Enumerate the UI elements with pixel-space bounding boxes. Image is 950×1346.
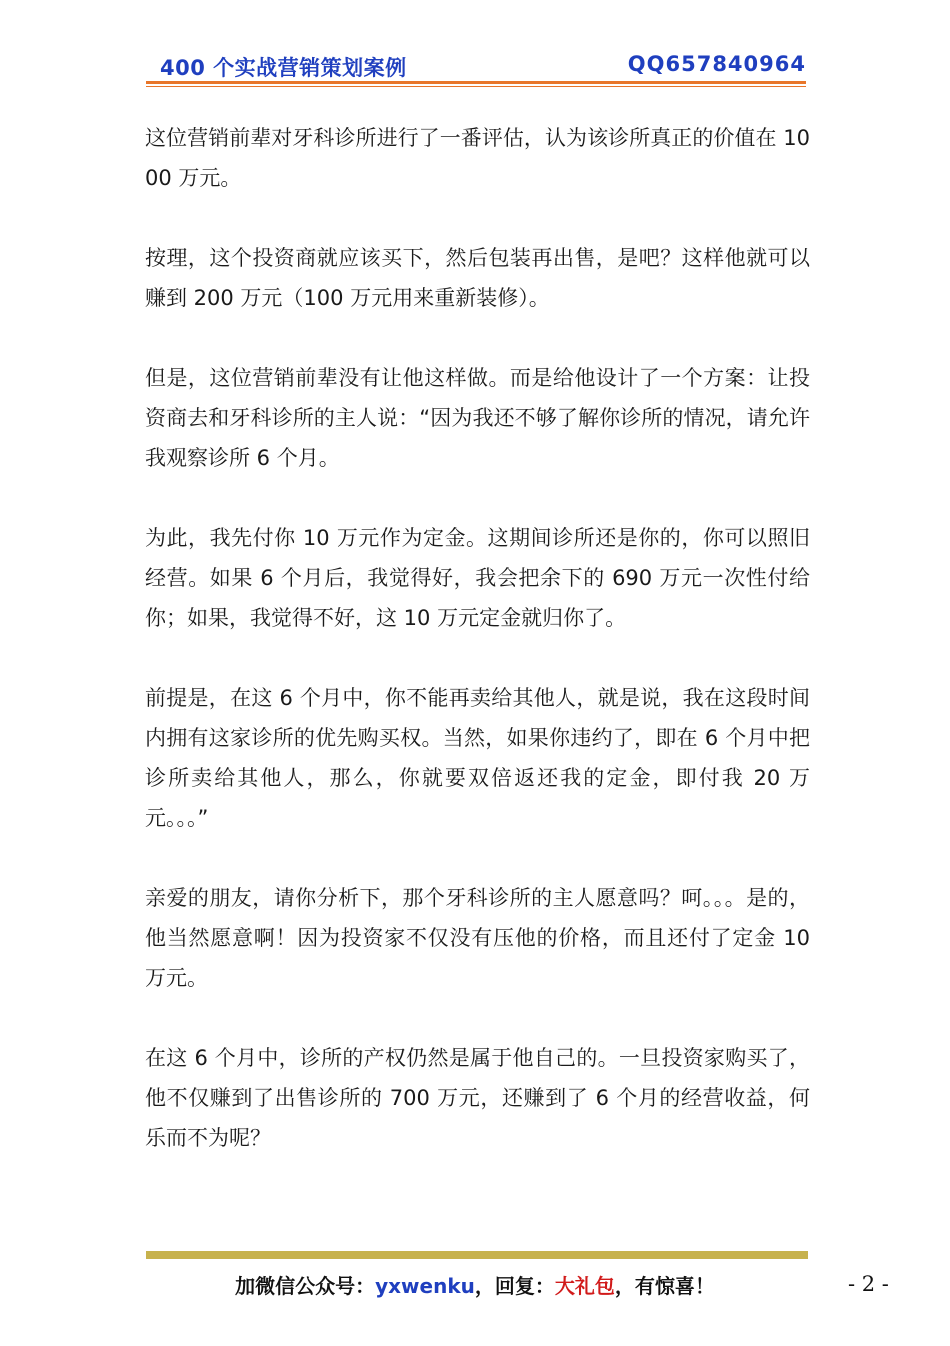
paragraph: 亲爱的朋友，请你分析下，那个牙科诊所的主人愿意吗？呵。。。是的，他当然愿意啊！因为投资家不仅没有压他的价格，而且还付了定金 10 万元。 xyxy=(145,886,810,990)
paragraph: 按理，这个投资商就应该买下，然后包装再出售，是吧？这样他就可以赚到 200 万元（100 万元用来重新装修）。 xyxy=(145,246,810,310)
paragraph: 在这 6 个月中，诊所的产权仍然是属于他自己的。一旦投资家购买了，他不仅赚到了出售诊所的 700 万元，还赚到了 6 个月的经营收益，何乐而不为呢？ xyxy=(145,1046,810,1150)
footer-keyword: 大礼包 xyxy=(554,1274,615,1298)
header-rule xyxy=(146,81,806,84)
footer-account: yxwenku xyxy=(375,1274,475,1298)
header-title: 400 个实战营销策划案例 xyxy=(160,56,407,80)
page-header xyxy=(146,50,806,80)
footer-suffix: ，有惊喜！ xyxy=(614,1274,715,1298)
paragraph: 这位营销前辈对牙科诊所进行了一番评估，认为该诊所真正的价值在 1000 万元。 xyxy=(145,126,810,190)
paragraph: 但是，这位营销前辈没有让他这样做。而是给他设计了一个方案：让投资商去和牙科诊所的主人说：“因为我还不够了解你诊所的情况，请允许我观察诊所 6 个月。 xyxy=(145,366,810,470)
paragraph: 前提是，在这 6 个月中，你不能再卖给其他人，就是说，我在这段时间内拥有这家诊所的优先购买权。当然，如果你违约了，即在 6 个月中把诊所卖给其他人，那么，你就要双倍返还我的定金，即付我 20 万元。。。” xyxy=(145,686,810,830)
page-number: - 2 - xyxy=(848,1272,889,1296)
paragraph: 为此，我先付你 10 万元作为定金。这期间诊所还是你的，你可以照旧经营。如果 6 个月后，我觉得好，我会把余下的 690 万元一次性付给你；如果，我觉得不好，这 10 万元定金就归你了。 xyxy=(145,526,810,630)
document-body xyxy=(145,118,810,1198)
footer-promo xyxy=(0,1270,950,1299)
header-qq-number: QQ657840964 xyxy=(627,52,806,76)
footer-bar xyxy=(146,1251,808,1259)
footer-middle: ，回复： xyxy=(474,1274,555,1298)
header-rule-thin xyxy=(146,86,806,87)
footer-prefix: 加微信公众号： xyxy=(235,1274,376,1298)
